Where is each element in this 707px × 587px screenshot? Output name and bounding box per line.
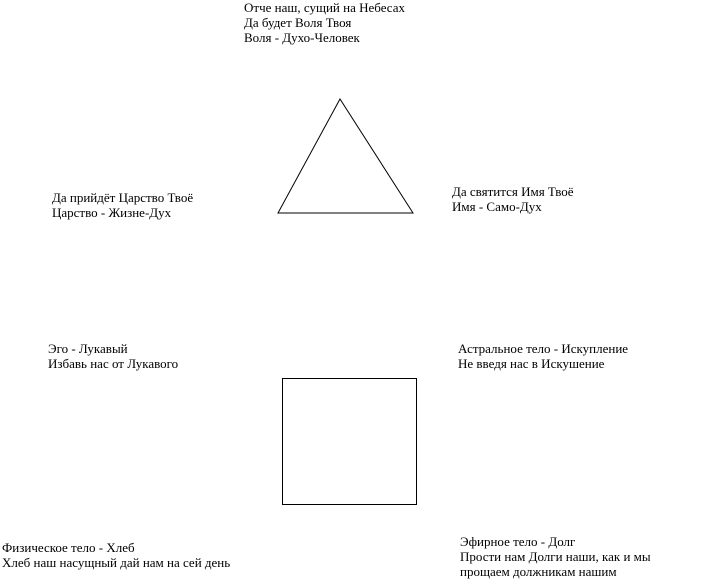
text-line: Да святится Имя Твоё — [452, 184, 574, 199]
text-line: Не введя нас в Искушение — [458, 356, 605, 371]
bottom-right-block — [460, 534, 651, 579]
title-block — [244, 0, 405, 45]
text-line: Прости нам Долги наши, как и мы — [460, 549, 651, 564]
text-line: Астральное тело - Искупление — [458, 341, 629, 356]
text-line: Имя - Само-Дух — [452, 199, 542, 214]
text-line: прощаем должникам нашим — [460, 564, 617, 579]
text-line: Эфирное тело - Долг — [460, 534, 576, 549]
text-line: Да прийдёт Царство Твоё — [52, 190, 194, 205]
left-middle-block — [52, 190, 193, 220]
left-lower-block — [48, 341, 178, 371]
text-line: Отче наш, сущий на Небесах — [244, 0, 406, 15]
text-line: Избавь нас от Лукавого — [48, 356, 179, 371]
bottom-left-block — [2, 540, 230, 570]
square-shape — [282, 378, 417, 505]
text-line: Хлеб наш насущный дай нам на сей день — [2, 555, 231, 570]
text-line: Физическое тело - Хлеб — [2, 540, 135, 555]
text-line: Эго - Лукавый — [48, 341, 128, 356]
triangle-shape — [276, 97, 416, 216]
text-line: Царство - Жизне-Дух — [52, 205, 172, 220]
right-lower-block — [458, 341, 628, 371]
text-line: Да будет Воля Твоя — [244, 15, 352, 30]
text-line: Воля - Духо-Человек — [244, 30, 360, 45]
right-middle-block — [452, 184, 574, 214]
